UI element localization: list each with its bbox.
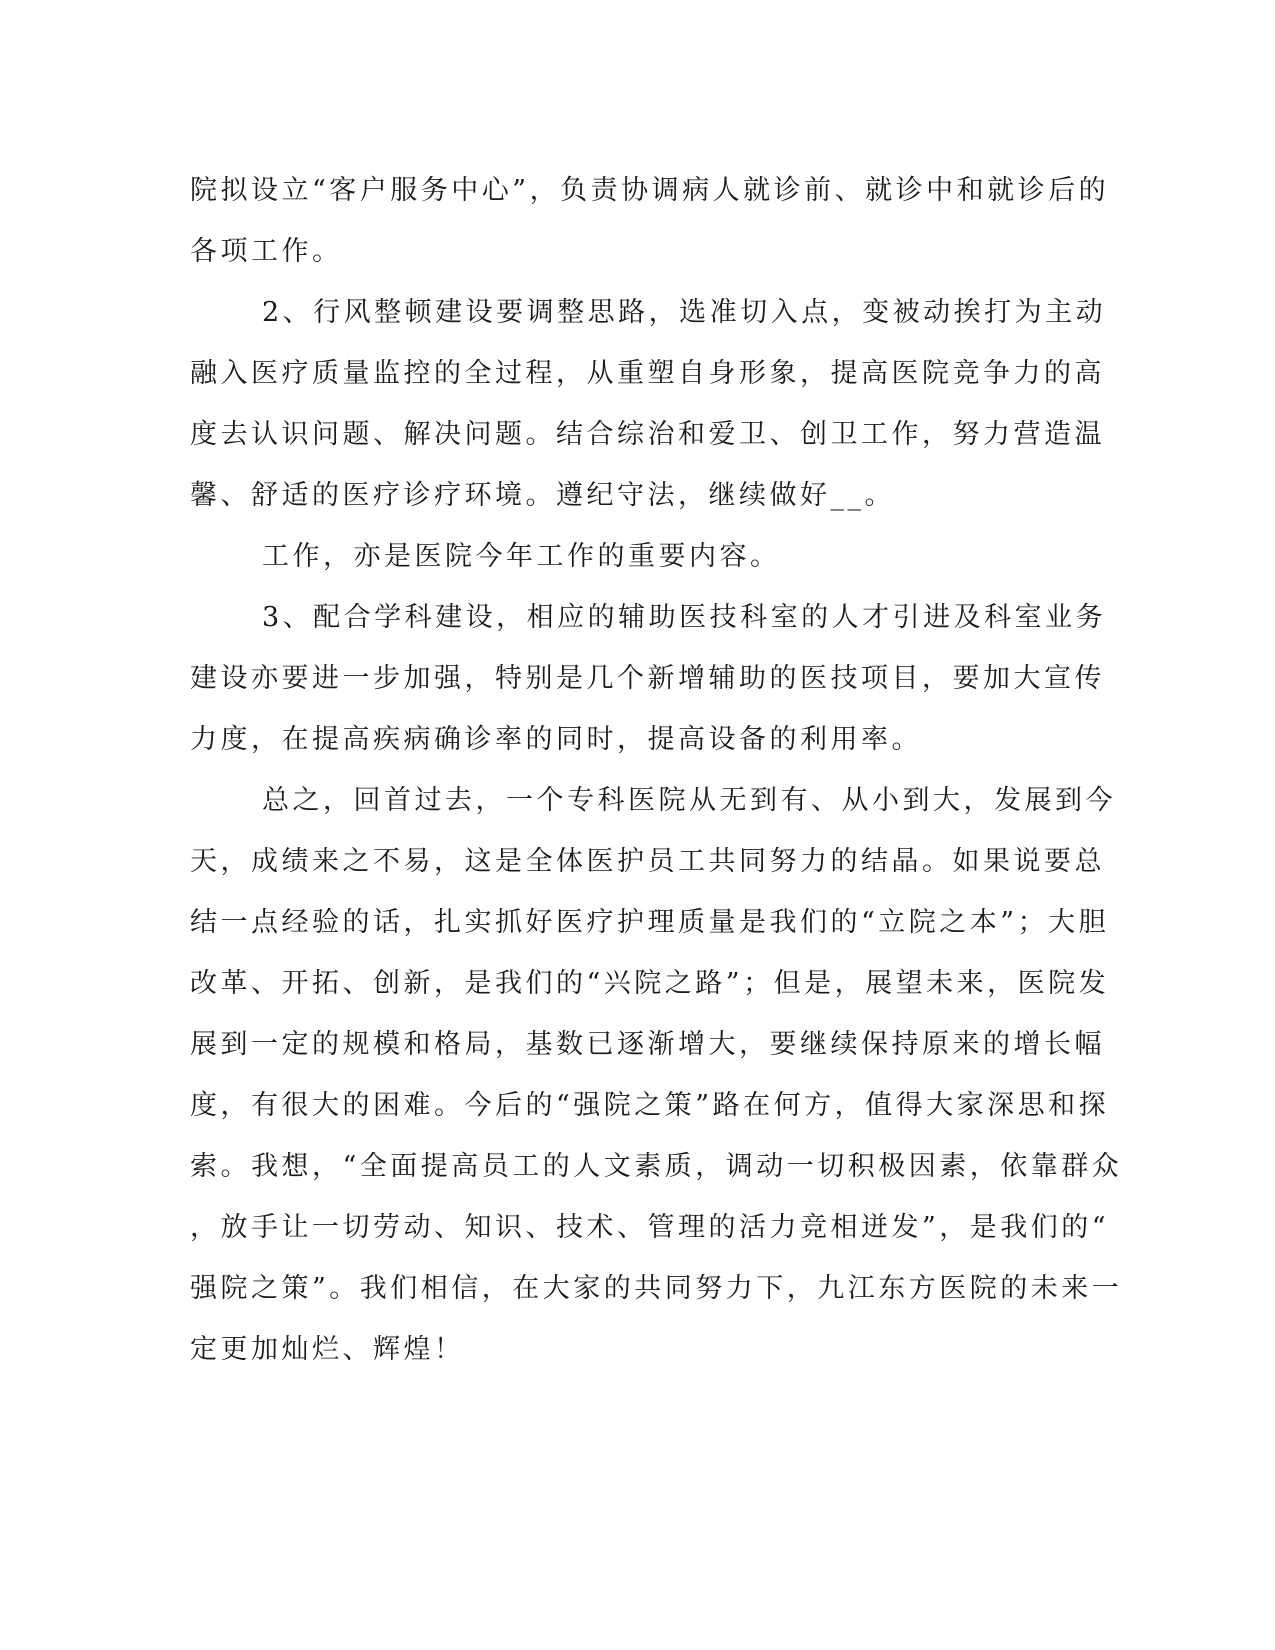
text-line: 力度，在提高疾病确诊率的同时，提高设备的利用率。	[190, 724, 922, 755]
text-line: 各项工作。	[190, 236, 343, 267]
document-body	[190, 160, 1123, 1380]
text-line: ，放手让一切劳动、知识、技术、管理的活力竞相迸发”，是我们的“	[190, 1212, 1110, 1243]
text-line: 展到一定的规模和格局，基数已逐渐增大，要继续保持原来的增长幅	[190, 1029, 1105, 1060]
text-line: 院拟设立“客户服务中心”，负责协调病人就诊前、就诊中和就诊后的	[190, 175, 1110, 206]
text-line: 结一点经验的话，扎实抓好医疗护理质量是我们的“立院之本”；大胆	[190, 907, 1110, 938]
text-line: 定更加灿烂、辉煌！	[190, 1334, 465, 1365]
paragraph-start-line: 总之，回首过去，一个专科医院从无到有、从小到大，发展到今	[262, 785, 1116, 816]
text-line: 强院之策”。我们相信，在大家的共同努力下，九江东方医院的未来一	[190, 1273, 1123, 1304]
paragraph-start-line: 3、配合学科建设，相应的辅助医技科室的人才引进及科室业务	[262, 602, 1107, 633]
paragraph-start-line: 2、行风整顿建设要调整思路，选准切入点，变被动挨打为主动	[262, 297, 1107, 328]
text-line: 融入医疗质量监控的全过程，从重塑自身形象，提高医院竞争力的高	[190, 358, 1105, 389]
text-line: 索。我想，“全面提高员工的人文素质，调动一切积极因素，依靠群众	[190, 1151, 1123, 1182]
text-line: 改革、开拓、创新，是我们的“兴院之路”；但是，展望未来，医院发	[190, 968, 1110, 999]
paragraph-start-line: 工作，亦是医院今年工作的重要内容。	[262, 541, 781, 572]
text-line: 天，成绩来之不易，这是全体医护员工共同努力的结晶。如果说要总	[190, 846, 1105, 877]
text-line: 度，有很大的困难。今后的“强院之策”路在何方，值得大家深思和探	[190, 1090, 1110, 1121]
text-line: 馨、舒适的医疗诊疗环境。遵纪守法，继续做好__。	[190, 480, 895, 511]
text-line: 建设亦要进一步加强，特别是几个新增辅助的医技项目，要加大宣传	[190, 663, 1105, 694]
text-line: 度去认识问题、解决问题。结合综治和爱卫、创卫工作，努力营造温	[190, 419, 1105, 450]
